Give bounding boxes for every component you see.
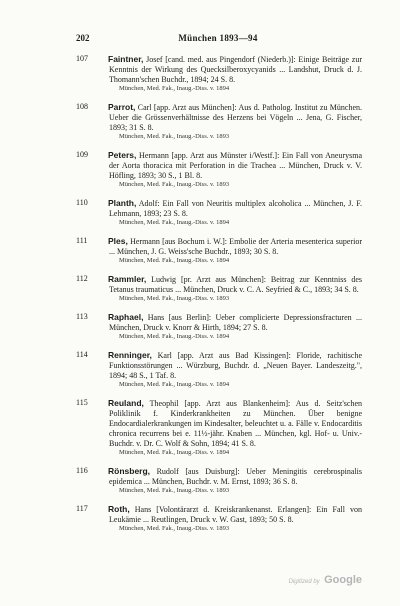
entry-body (109, 54, 362, 85)
entry-author: Roth, (108, 504, 130, 514)
entry-body (109, 236, 362, 257)
entry-author: Peters, (108, 150, 137, 160)
catalog-entry (76, 54, 362, 93)
entry-body (109, 350, 362, 381)
entry-body (109, 466, 362, 487)
entry-body (109, 198, 362, 219)
entry-author: Planth, (108, 198, 137, 208)
entry-body (109, 274, 362, 295)
entry-body (109, 504, 362, 525)
entry-author: Parrot, (108, 102, 136, 112)
entry-note: München, Med. Fak., Inaug.-Diss. v. 1893 (119, 133, 230, 140)
watermark-brand: Google (324, 574, 362, 586)
entry-number: 111 (76, 236, 88, 245)
catalog-entry (76, 312, 362, 341)
entry-text: Hermann [app. Arzt aus Münster i/Westf.]: Ein Fall von Aneurysma der Aorta thoracica mit Perforation in die Trachea ... München, Druck v. V. Höfling, 1893; 30 S., 1 Bl. 8. (109, 151, 363, 180)
entry-author: Reuland, (108, 398, 144, 408)
page-header (76, 33, 360, 47)
entry-text: Theophil [app. Arzt aus Blankenheim]: Aus d. Seitz'schen Poliklinik f. Kinderkrankheiten zu München. Über benigne Endocardialerkrankungen im Kindesalter, beleuchtet u. a. Fälle v. Endocarditis chronica recurrens bei e. 11½-jähr. Knaben ... München, kgl. Hof- u. Univ.-Buchdr. v. Dr. C. Wolf & Sohn, 1894; 41 S. 8. (109, 399, 363, 448)
page-number: 202 (76, 33, 90, 43)
entry-author: Rönsberg, (108, 466, 151, 476)
entry-note: München, Med. Fak., Inaug.-Diss. v. 1893 (119, 487, 230, 494)
entry-note: München, Med. Fak., Inaug.-Diss. v. 1894 (119, 381, 230, 388)
entry-number: 112 (76, 274, 88, 283)
entry-body (109, 102, 362, 133)
entry-text: Hans [Volontärarzt d. Kreiskrankenanst. Erlangen]: Ein Fall von Leukämie ... Reutlingen, Druck v. W. Gast, 1893; 50 S. 8. (109, 505, 363, 524)
google-watermark (289, 570, 362, 588)
entry-body (109, 398, 362, 449)
catalog-entry (76, 102, 362, 141)
entry-note: München, Med. Fak., Inaug.-Diss. v. 1894 (119, 257, 230, 264)
entry-number: 108 (76, 102, 88, 111)
entry-author: Renninger, (108, 350, 152, 360)
entry-text: Carl [app. Arzt aus München]: Aus d. Patholog. Institut zu München. Ueber die Grössenverhältnisse des Herzens bei Vögeln ... Jena, G. Fischer, 1893; 31 S. 8. (109, 103, 363, 132)
entry-note: München, Med. Fak., Inaug.-Diss. v. 1894 (119, 219, 230, 226)
entry-text: Rudolf [aus Duisburg]: Ueber Meningitis cerebrospinalis epidemica ... München, Buchdr. v. M. Ernst, 1893; 36 S. 8. (109, 467, 362, 486)
entry-note: München, Med. Fak., Inaug.-Diss. v. 1894 (119, 333, 230, 340)
entry-number: 116 (76, 466, 88, 475)
catalog-entry (76, 466, 362, 495)
entry-author: Faintner, (108, 54, 144, 64)
entry-number: 114 (76, 350, 88, 359)
catalog-entry (76, 398, 362, 457)
catalog-entry (76, 236, 362, 265)
entry-author: Raphael, (108, 312, 144, 322)
catalog-entry (76, 350, 362, 389)
entry-list (76, 54, 362, 542)
entry-text: Hermann [aus Bochum i. W.]: Embolie der Arteria mesenterica superior ... München, J. G. Weiss'sche Buchdr., 1893; 30 S. 8. (109, 237, 363, 256)
entry-body (109, 312, 362, 333)
entry-number: 115 (76, 398, 88, 407)
watermark-prefix: Digitized by (288, 579, 320, 585)
entry-number: 107 (76, 54, 88, 63)
entry-text: Josef [cand. med. aus Pingendorf (Niederb.)]: Einige Beiträge zur Kenntnis der Wirkung des Quecksilberoxycyanids ... Landshut, Druck d. J. Thomann'schen Buchdr., 1894; 24 S. 8. (109, 55, 362, 84)
entry-note: München, Med. Fak., Inaug.-Diss. v. 1894 (119, 85, 230, 92)
catalog-entry (76, 198, 362, 227)
entry-number: 109 (76, 150, 88, 159)
entry-number: 113 (76, 312, 88, 321)
entry-body (109, 150, 362, 181)
entry-number: 117 (76, 504, 88, 513)
entry-text: Karl [app. Arzt aus Bad Kissingen]: Floride, rachitische Funktionsstörungen ... Würzburg, Buchdr. d. „Neuen Bayer. Landeszeitg.", 1894; 48 S., 1 Taf. 8. (109, 351, 363, 380)
catalog-entry (76, 150, 362, 189)
entry-author: Rammler, (108, 274, 147, 284)
entry-note: München, Med. Fak., Inaug.-Diss. v. 1893 (119, 295, 230, 302)
entry-text: Ludwig [pr. Arzt aus München]: Beitrag zur Kenntniss des Tetanus traumaticus ... München, Druck v. C. A. Seyfried & C., 1893; 34 S. 8. (109, 275, 362, 294)
entry-number: 110 (76, 198, 88, 207)
entry-text: Hans [aus Berlin]: Ueber complicierte Depressionsfracturen ... München, Druck v. Knorr & Hirth, 1894; 27 S. 8. (109, 313, 362, 332)
entry-note: München, Med. Fak., Inaug.-Diss. v. 1893 (119, 525, 230, 532)
entry-note: München, Med. Fak., Inaug.-Diss. v. 1894 (119, 449, 230, 456)
entry-text: Adolf: Ein Fall von Neuritis multiplex alcoholica ... München, J. F. Lehmann, 1893; 23 S. 8. (109, 199, 363, 218)
catalog-entry (76, 504, 362, 533)
entry-author: Ples, (108, 236, 128, 246)
catalog-entry (76, 274, 362, 303)
running-title: München 1893—94 (178, 33, 258, 43)
entry-note: München, Med. Fak., Inaug.-Diss. v. 1893 (119, 181, 230, 188)
